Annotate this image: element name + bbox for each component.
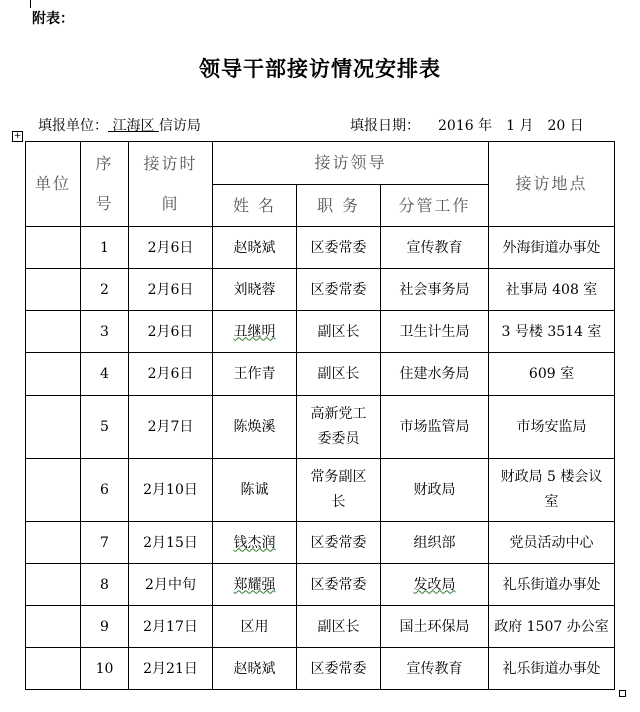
- cell-position: 区委常委: [297, 269, 381, 311]
- cell-date: 2月6日: [129, 227, 213, 269]
- table-row: [26, 269, 615, 311]
- unit-value: 江海区: [112, 118, 155, 134]
- header-seq: 序号: [81, 142, 129, 227]
- cell-unit: [26, 227, 81, 269]
- date-year: 2016: [438, 118, 474, 134]
- cell-position: 副区长: [297, 311, 381, 353]
- cell-seq: 7: [81, 522, 129, 564]
- cell-name: 赵晓斌: [213, 648, 297, 690]
- unit-label: 填报单位：: [38, 118, 108, 134]
- table-row: [26, 522, 615, 564]
- text-cursor-mark: [30, 0, 31, 8]
- cell-location: 党员活动中心: [489, 522, 615, 564]
- name-text: 郑耀强: [233, 576, 276, 593]
- date-label: 填报日期：: [350, 118, 420, 134]
- date-month-unit: 月: [519, 118, 534, 134]
- cell-unit: [26, 564, 81, 606]
- cell-name: 刘晓蓉: [213, 269, 297, 311]
- cell-seq: 3: [81, 311, 129, 353]
- cell-duty: 宣传教育: [381, 227, 489, 269]
- cell-position: 区委常委: [297, 648, 381, 690]
- date-month: 1: [506, 118, 516, 134]
- cell-seq: 2: [81, 269, 129, 311]
- table-row: [26, 311, 615, 353]
- cell-seq: 6: [81, 459, 129, 522]
- cell-date: 2月21日: [129, 648, 213, 690]
- header-name: 姓 名: [213, 185, 297, 227]
- header-time: 接访时间: [129, 142, 213, 227]
- cell-seq: 9: [81, 606, 129, 648]
- cell-date: 2月中旬: [129, 564, 213, 606]
- name-text: 钱杰润: [233, 534, 276, 551]
- unit-suffix: 信访局: [158, 118, 201, 134]
- table-row: [26, 606, 615, 648]
- cell-duty: 国土环保局: [381, 606, 489, 648]
- appendix-label: 附表：: [32, 11, 74, 27]
- cell-unit: [26, 522, 81, 564]
- cell-duty: 社会事务局: [381, 269, 489, 311]
- table-resize-handle[interactable]: [619, 690, 626, 697]
- cell-date: 2月6日: [129, 353, 213, 396]
- table-row: [26, 459, 615, 522]
- table-row: [26, 564, 615, 606]
- cell-unit: [26, 269, 81, 311]
- cell-seq: 5: [81, 396, 129, 459]
- form-info-row: [38, 115, 598, 137]
- cell-name: 王作青: [213, 353, 297, 396]
- reception-schedule-table: [25, 141, 615, 690]
- cell-position: 区委常委: [297, 564, 381, 606]
- cell-location: 社事局 408 室: [489, 269, 615, 311]
- reporting-unit: [38, 115, 201, 135]
- cell-name: [213, 564, 297, 606]
- cell-location: 礼乐街道办事处: [489, 564, 615, 606]
- date-day-unit: 日: [569, 118, 584, 134]
- cell-name: [213, 311, 297, 353]
- page-title: 领导干部接访情况安排表: [199, 56, 441, 81]
- cell-position: 副区长: [297, 353, 381, 396]
- cell-date: 2月17日: [129, 606, 213, 648]
- cell-location: 政府 1507 办公室: [489, 606, 615, 648]
- date-day: 20: [547, 118, 566, 134]
- cell-date: 2月10日: [129, 459, 213, 522]
- cell-position: 高新党工委委员: [297, 396, 381, 459]
- cell-name: 陈诚: [213, 459, 297, 522]
- header-leader: 接访领导: [213, 142, 489, 185]
- cell-date: 2月7日: [129, 396, 213, 459]
- table-move-handle-icon[interactable]: +: [13, 131, 22, 141]
- cell-position: 区委常委: [297, 522, 381, 564]
- cell-date: 2月6日: [129, 269, 213, 311]
- table-row: [26, 353, 615, 396]
- name-text: 丑继明: [233, 323, 276, 340]
- cell-location: 礼乐街道办事处: [489, 648, 615, 690]
- cell-seq: 8: [81, 564, 129, 606]
- cell-location: 财政局 5 楼会议室: [489, 459, 615, 522]
- cell-date: 2月6日: [129, 311, 213, 353]
- cell-duty: 卫生计生局: [381, 311, 489, 353]
- duty-text: 发改局: [413, 576, 456, 593]
- cell-unit: [26, 353, 81, 396]
- cell-duty: 财政局: [381, 459, 489, 522]
- table-row: [26, 227, 615, 269]
- cell-location: 3 号楼 3514 室: [489, 311, 615, 353]
- cell-date: 2月15日: [129, 522, 213, 564]
- header-duty: 分管工作: [381, 185, 489, 227]
- header-unit: 单位: [26, 142, 81, 227]
- cell-location: 外海街道办事处: [489, 227, 615, 269]
- cell-unit: [26, 311, 81, 353]
- cell-duty: 宣传教育: [381, 648, 489, 690]
- cell-duty: 组织部: [381, 522, 489, 564]
- cell-location: 市场安监局: [489, 396, 615, 459]
- cell-location: 609 室: [489, 353, 615, 396]
- cell-position: 副区长: [297, 606, 381, 648]
- cell-name: 赵晓斌: [213, 227, 297, 269]
- cell-name: 陈焕溪: [213, 396, 297, 459]
- header-location: 接访地点: [489, 142, 615, 227]
- reporting-date: [350, 115, 584, 135]
- cell-duty: 住建水务局: [381, 353, 489, 396]
- cell-unit: [26, 606, 81, 648]
- header-position: 职 务: [297, 185, 381, 227]
- cell-duty: [381, 564, 489, 606]
- cell-name: [213, 522, 297, 564]
- cell-seq: 10: [81, 648, 129, 690]
- cell-position: 常务副区长: [297, 459, 381, 522]
- table-row: [26, 648, 615, 690]
- cell-unit: [26, 648, 81, 690]
- date-year-unit: 年: [478, 118, 493, 134]
- cell-seq: 1: [81, 227, 129, 269]
- table-row: [26, 396, 615, 459]
- cell-unit: [26, 396, 81, 459]
- cell-position: 区委常委: [297, 227, 381, 269]
- cell-unit: [26, 459, 81, 522]
- cell-name: 区用: [213, 606, 297, 648]
- cell-seq: 4: [81, 353, 129, 396]
- cell-duty: 市场监管局: [381, 396, 489, 459]
